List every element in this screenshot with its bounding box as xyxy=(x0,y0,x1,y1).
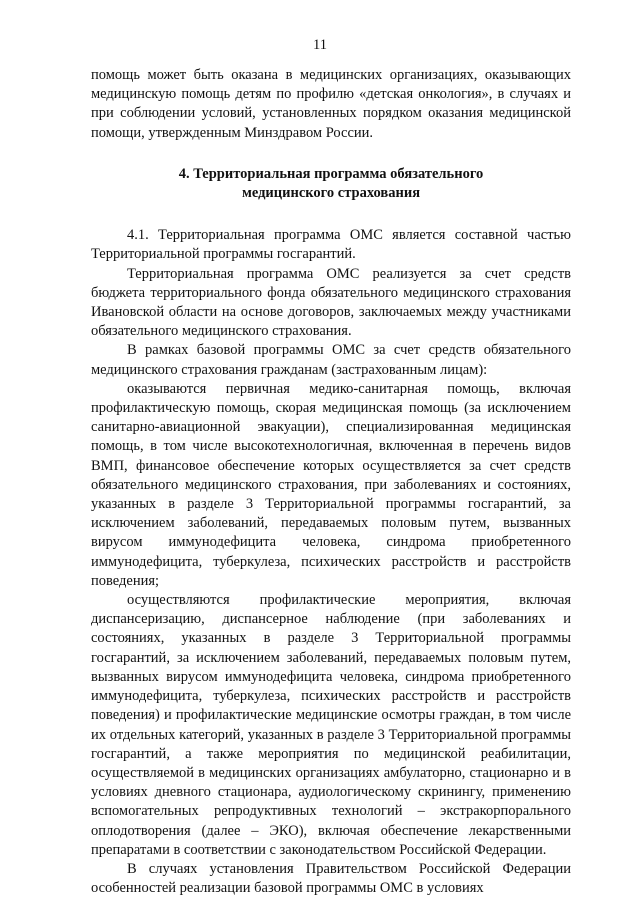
paragraph: Территориальная программа ОМС реализуется за счет средств бюджета территориального фонда обязательного медицинского страхования Ивановской области на основе договоров, заключаемых между участниками обязательного медицинского страхования. xyxy=(91,265,571,340)
paragraph: В рамках базовой программы ОМС за счет средств обязательного медицинского страхования гражданам (застрахованным лицам): xyxy=(91,342,571,378)
paragraph: оказываются первичная медико-санитарная помощь, включая профилактическую помощь, скорая медицинская помощь (за исключением санитарно-авиационной эвакуации), специализированная медицинская помощь, в том числе высокотехнологичная, включенная в перечень видов ВМП, финансовое обеспечение которых осуществляется за счет средств обязательного медицинского страхования, при заболеваниях и состояниях, указанных в разделе 3 Территориальной программы госгарантий, за исключением заболеваний, передаваемых половым путем, вызванных вирусом иммунодефицита человека, синдрома приобретенного иммунодефицита, туберкулеза, психических расстройств и расстройств поведения; xyxy=(91,380,571,589)
paragraph: В случаях установления Правительством Российской Федерации особенностей реализации базовой программы ОМС в условиях xyxy=(91,860,571,897)
section-heading xyxy=(91,165,571,203)
page-number: 11 xyxy=(313,37,327,53)
section-heading-line-1: 4. Территориальная программа обязательного xyxy=(178,165,484,182)
paragraph: 4.1. Территориальная программа ОМС является составной частью Территориальной программы госгарантий. xyxy=(91,227,571,263)
document-body xyxy=(91,66,571,898)
section-heading-line-2: медицинского страхования xyxy=(241,185,421,202)
paragraph: осуществляются профилактические мероприятия, включая диспансеризацию, диспансерное наблюдение (при заболеваниях и состояниях, указанных в разделе 3 Территориальной программы госгарантий, за исключением заболеваний, передаваемых половым путем, вызванных вирусом иммунодефицита человека, синдрома приобретенного иммунодефицита, туберкулеза, психических расстройств и расстройств поведения) и профилактические медицинские осмотры граждан, в том числе их отдельных категорий, указанных в разделе 3 Территориальной программы госгарантий, а также мероприятия по медицинской реабилитации, осуществляемой в медицинских организациях амбулаторно, стационарно и в условиях дневного стационара, аудиологическому скринингу, применению вспомогательных репродуктивных технологий – экстракорпорального оплодотворения (далее – ЭКО), включая обеспечение лекарственными препаратами в соответствии с законодательством Российской Федерации. xyxy=(91,592,571,858)
paragraph-continued: помощь может быть оказана в медицинских организациях, оказывающих медицинскую помощь детям по профилю «детская онкология», в случаях и при соблюдении условий, установленных порядком оказания медицинской помощи, утвержденным Минздравом России. xyxy=(91,67,571,141)
